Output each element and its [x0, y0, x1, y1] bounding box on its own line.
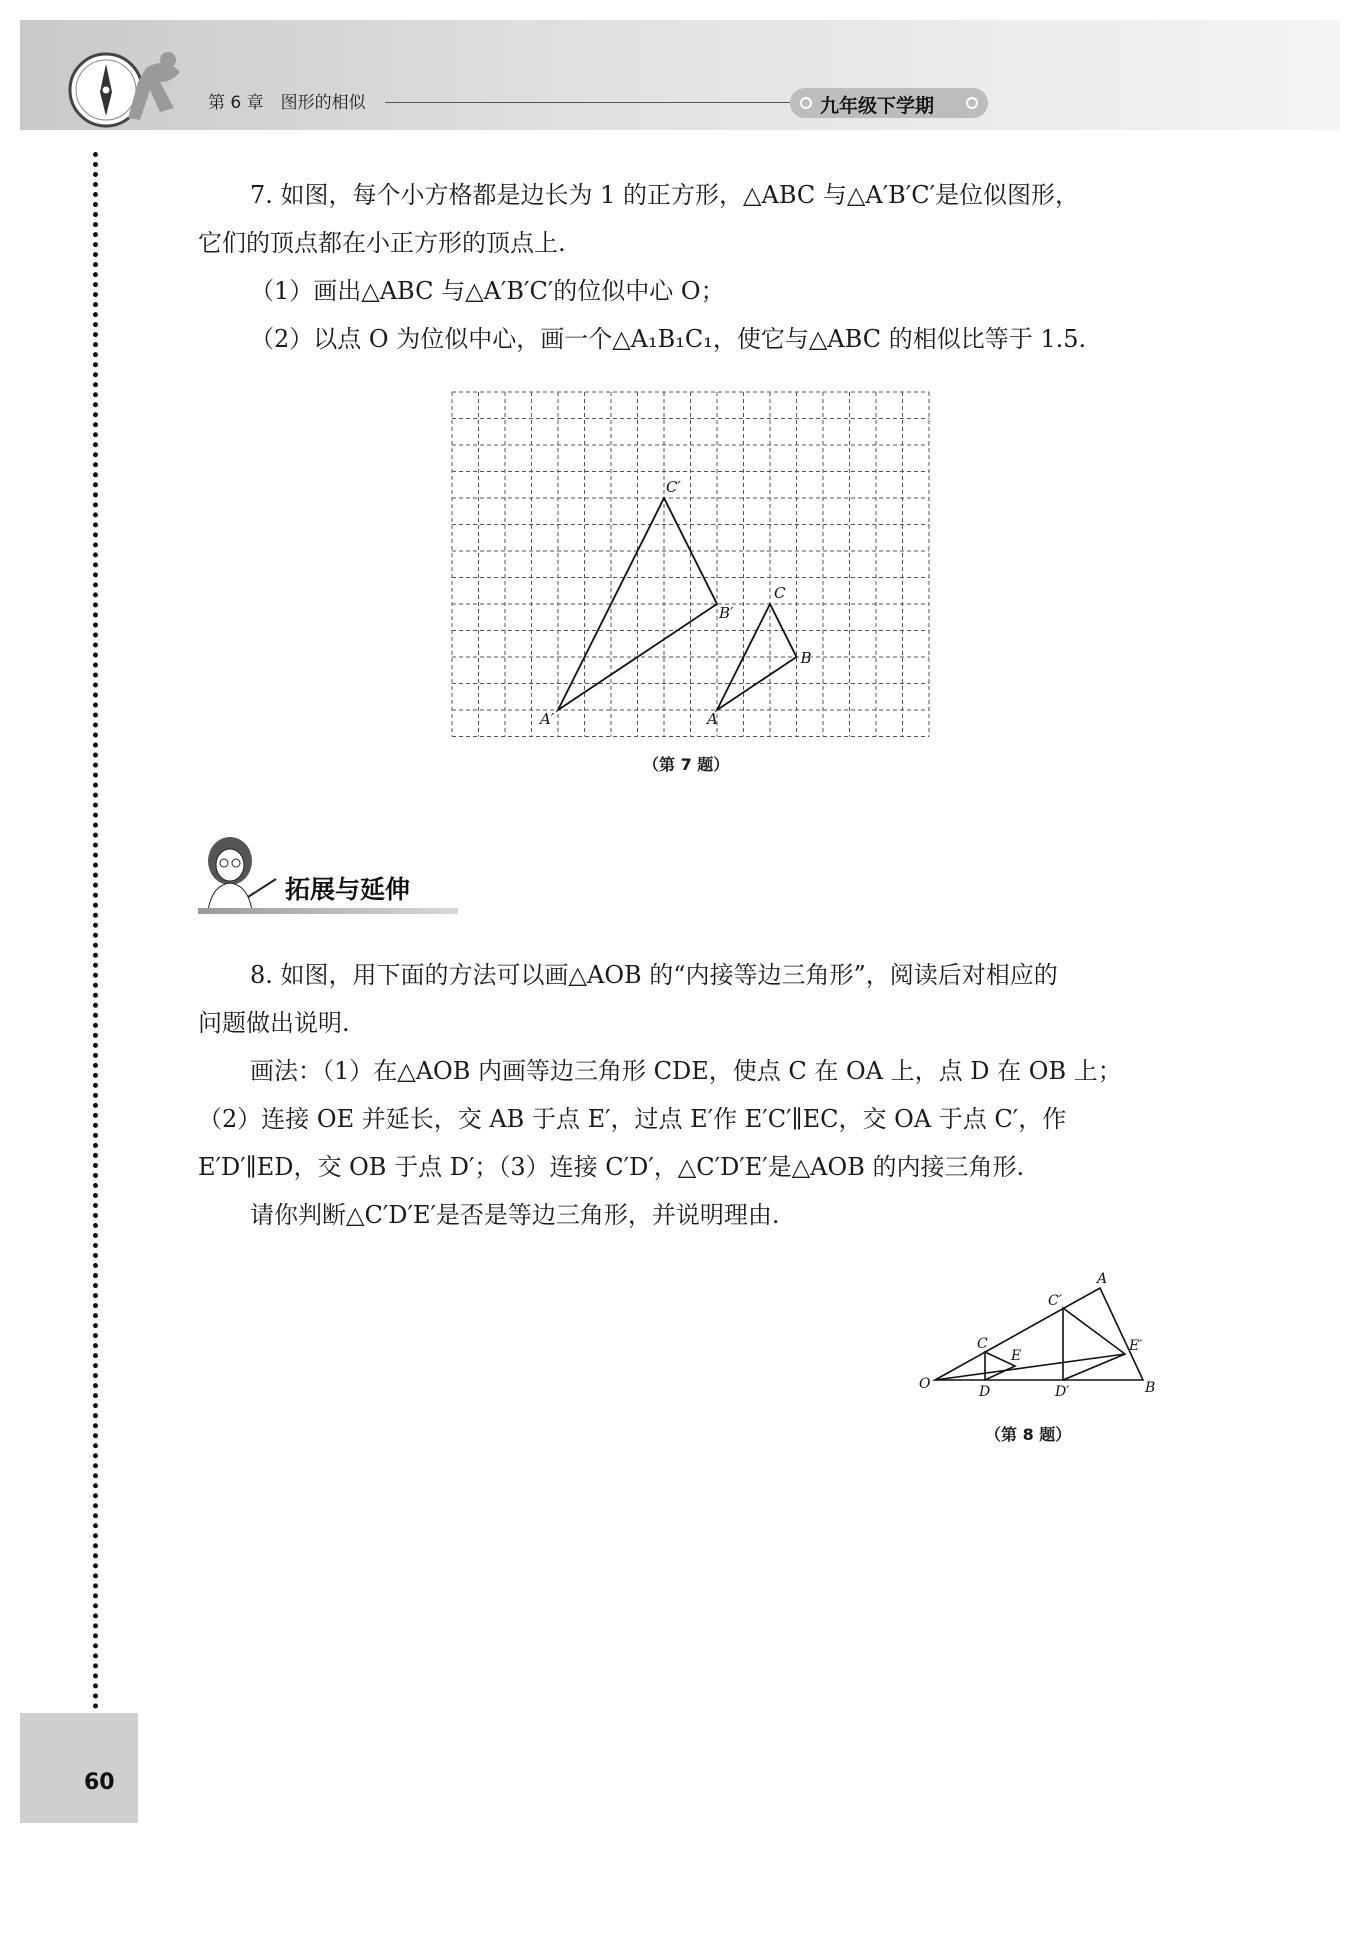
q8-line-6: 请你判断△C′D′E′是否是等边三角形，并说明理由. — [250, 1201, 780, 1229]
label-C: C — [977, 1336, 988, 1352]
label-A1: A′ — [540, 710, 555, 728]
pill-dot-right — [966, 97, 978, 109]
chapter-title: 第 6 章 图形的相似 — [208, 93, 366, 113]
label-B: B — [800, 649, 812, 667]
label-A: A — [707, 710, 718, 728]
q7-line-4: （2）以点 O 为位似中心，画一个△A₁B₁C₁，使它与△ABC 的相似比等于 1.5. — [250, 325, 1087, 353]
header-rule — [385, 102, 795, 103]
teacher-icon — [196, 835, 286, 915]
section-title: 拓展与延伸 — [285, 875, 411, 904]
label-C1: C′ — [666, 478, 681, 496]
section-underline — [198, 908, 458, 914]
grade-badge — [790, 88, 988, 118]
q8-line-4: （2）连接 OE 并延长，交 AB 于点 E′，过点 E′作 E′C′∥EC，交 OA 于点 C′，作 — [198, 1105, 1067, 1133]
compass-runner-icon — [62, 48, 212, 130]
label-C1: C′ — [1048, 1293, 1062, 1309]
label-B: B — [1145, 1380, 1156, 1396]
line-oe1 — [935, 1354, 1125, 1380]
q8-caption: （第 8 题） — [985, 1425, 1072, 1444]
q7-line-2: 它们的顶点都在小正方形的顶点上. — [198, 229, 566, 257]
label-D: D — [979, 1384, 991, 1400]
pill-dot-left — [800, 97, 812, 109]
label-E1: E′ — [1129, 1338, 1143, 1354]
q8-line-5: E′D′∥ED，交 OB 于点 D′；（3）连接 C′D′，△C′D′E′是△AOB 的内接三角形. — [198, 1153, 1025, 1181]
page-header — [20, 20, 1340, 130]
page-number-box — [20, 1713, 138, 1823]
label-E: E — [1011, 1348, 1022, 1364]
q7-line-3: （1）画出△ABC 与△A′B′C′的位似中心 O； — [250, 277, 725, 305]
label-D1: D′ — [1055, 1384, 1070, 1400]
grade-label: 九年级下学期 — [820, 95, 935, 117]
q8-line-2: 问题做出说明. — [198, 1009, 350, 1037]
q8-line-3: 画法：（1）在△AOB 内画等边三角形 CDE，使点 C 在 OA 上，点 D 在 OB 上； — [250, 1057, 1122, 1085]
q7-grid-figure — [450, 390, 930, 740]
label-A: A — [1097, 1271, 1108, 1287]
label-B1: B′ — [719, 604, 734, 622]
triangle-c1d1e1 — [1063, 1308, 1125, 1380]
q8-line-1: 8. 如图，用下面的方法可以画△AOB 的“内接等边三角形”，阅读后对相应的 — [250, 961, 1058, 989]
q8-figure — [915, 1268, 1175, 1408]
margin-dots — [93, 152, 98, 1710]
q7-caption: （第 7 题） — [643, 755, 730, 774]
label-O: O — [919, 1376, 931, 1392]
label-C: C — [774, 584, 786, 602]
q7-line-1: 7. 如图，每个小方格都是边长为 1 的正方形，△ABC 与△A′B′C′是位似图形， — [250, 181, 1080, 209]
page-number: 60 — [84, 1770, 115, 1795]
